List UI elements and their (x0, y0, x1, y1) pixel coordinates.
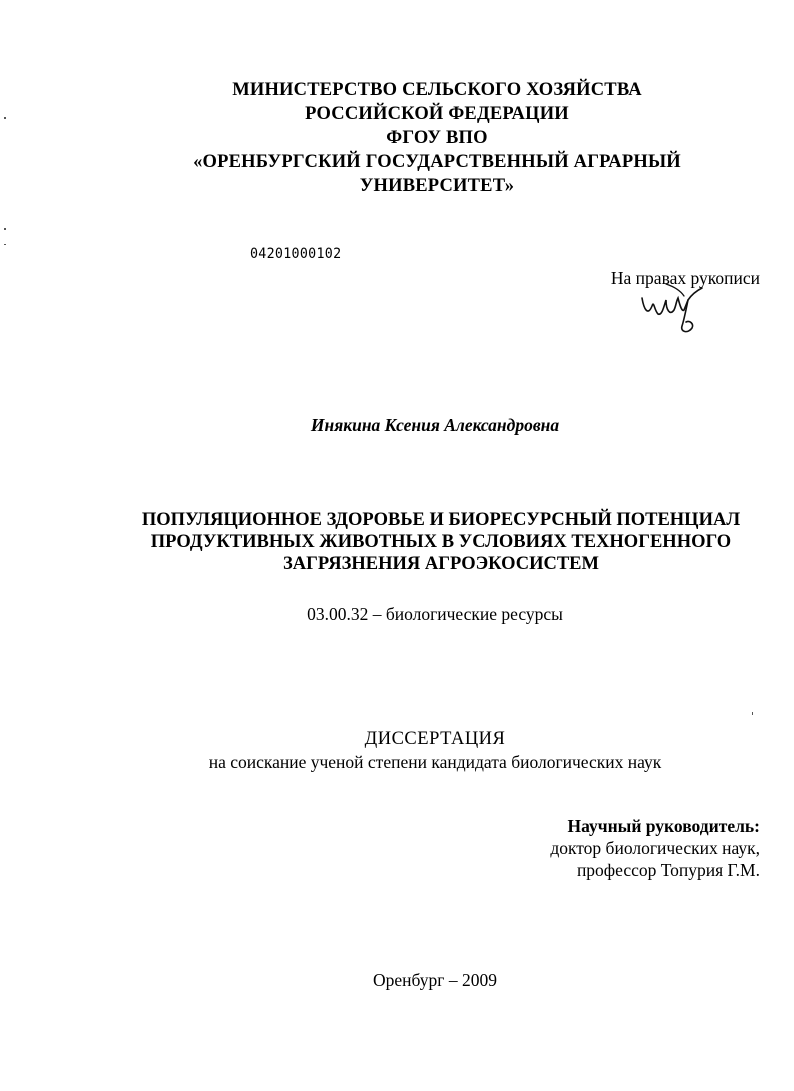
header-line: МИНИСТЕРСТВО СЕЛЬСКОГО ХОЗЯЙСТВА (232, 80, 642, 100)
supervisor-block (550, 815, 760, 881)
author-name: Инякина Ксения Александровна (310, 415, 560, 435)
institution-header (40, 78, 794, 198)
scan-speck (4, 117, 6, 119)
city-year: Оренбург – 2009 (373, 970, 497, 990)
header-line: РОССИЙСКОЙ ФЕДЕРАЦИИ (305, 104, 569, 124)
header-line: ФГОУ ВПО (386, 128, 488, 148)
supervisor-degree: доктор биологических наук, (550, 838, 760, 858)
handwritten-signature (636, 276, 706, 336)
title-line: ЗАГРЯЗНЕНИЯ АГРОЭКОСИСТЕМ (283, 554, 599, 574)
dissertation-title (44, 509, 794, 575)
supervisor-name: профессор Топурия Г.М. (576, 860, 760, 880)
supervisor-label: Научный руководитель: (567, 816, 760, 836)
scan-speck (4, 244, 6, 245)
document-code: 04201000102 (250, 246, 342, 262)
scan-speck (752, 712, 753, 715)
title-line: ПОПУЛЯЦИОННОЕ ЗДОРОВЬЕ И БИОРЕСУРСНЫЙ ПОТЕНЦИАЛ (141, 510, 741, 530)
specialty-code: 03.00.32 – биологические ресурсы (307, 604, 563, 624)
rights-notice: На правах рукописи (610, 268, 760, 288)
header-line: УНИВЕРСИТЕТ» (359, 176, 515, 196)
title-line: ПРОДУКТИВНЫХ ЖИВОТНЫХ В УСЛОВИЯХ ТЕХНОГЕННОГО (150, 532, 732, 552)
dissertation-degree: на соискание ученой степени кандидата биологических наук (208, 752, 662, 772)
scan-speck (4, 228, 6, 230)
header-line: «ОРЕНБУРГСКИЙ ГОСУДАРСТВЕННЫЙ АГРАРНЫЙ (193, 152, 681, 172)
dissertation-type: ДИССЕРТАЦИЯ (364, 729, 506, 749)
